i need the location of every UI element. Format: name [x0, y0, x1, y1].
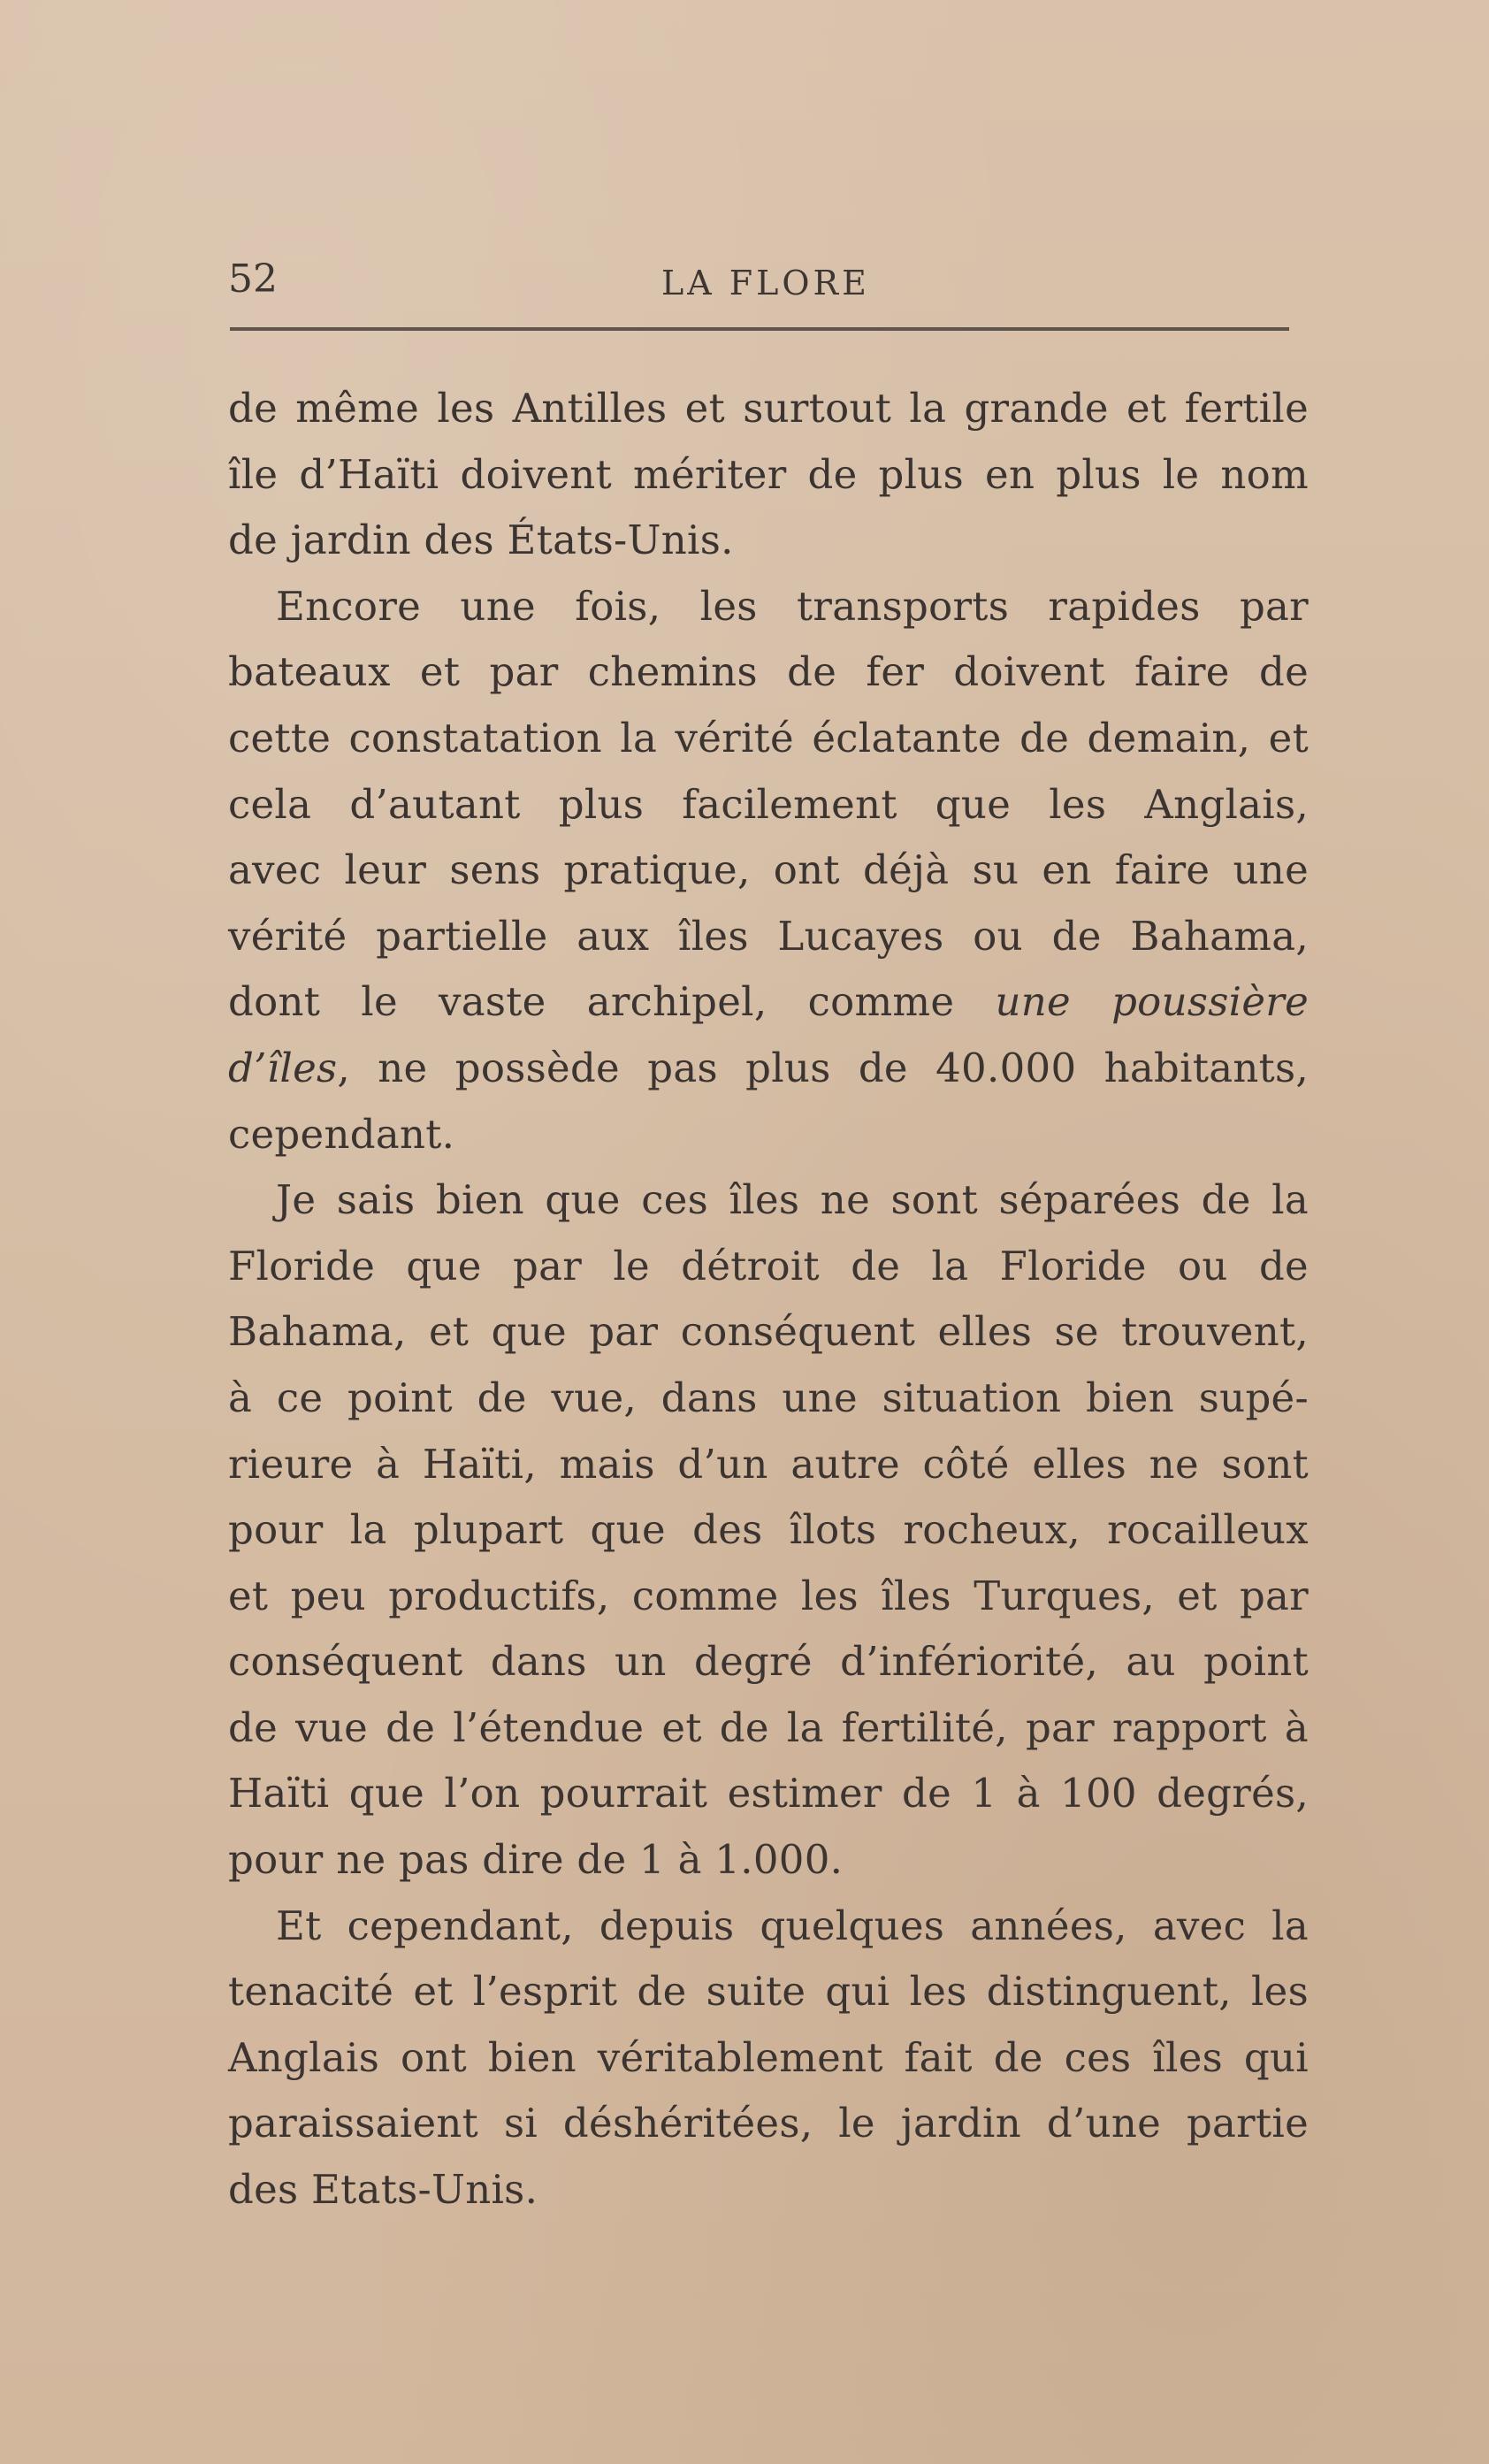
text-line: Haïti que l’on pourrait estimer de 1 à 100 degrés,: [228, 1770, 1309, 1817]
text-line: Floride que par le détroit de la Floride ou de: [228, 1242, 1309, 1289]
text-line: bateaux et par chemins de fer doivent faire de: [228, 648, 1309, 696]
text-line: Bahama, et que par conséquent elles se trouvent,: [228, 1308, 1309, 1356]
text-line: Je sais bien que ces îles ne sont séparées de la: [276, 1176, 1309, 1224]
italic-phrase: une poussière: [995, 978, 1309, 1026]
running-head: [228, 253, 1289, 315]
text-line: de vue de l’étendue et de la fertilité, par rapport à: [228, 1703, 1309, 1751]
text-line: de jardin des États-Unis.: [228, 517, 734, 564]
text-line: avec leur sens pratique, ont déjà su en faire une: [228, 846, 1309, 894]
italic-phrase: d’îles: [228, 1044, 338, 1091]
text-line: vérité partielle aux îles Lucayes ou de Bahama,: [228, 912, 1309, 960]
text-line: Et cependant, depuis quelques années, avec la: [276, 1902, 1309, 1949]
page-number: 52: [228, 256, 278, 302]
text-line: tenacité et l’esprit de suite qui les distinguent, les: [228, 1968, 1309, 2016]
header-rule: [230, 327, 1289, 331]
text-line: paraissaient si déshéritées, le jardin d’une partie: [228, 2100, 1309, 2147]
text-line: cela d’autant plus facilement que les Anglais,: [228, 780, 1309, 828]
text-line: à ce point de vue, dans une situation bien supé-: [228, 1374, 1309, 1421]
text-line: cependant.: [228, 1110, 455, 1158]
text-line: pour ne pas dire de 1 à 1.000.: [228, 1836, 844, 1884]
text-line: des Etats-Unis.: [228, 2166, 538, 2214]
text-line: conséquent dans un degré d’infériorité, au point: [228, 1638, 1309, 1686]
text-line: Encore une fois, les transports rapides par: [276, 582, 1309, 630]
text-segment: , ne possède pas plus de 40.000 habitants,: [337, 1044, 1309, 1091]
text-line: de même les Antilles et surtout la grande et fertile: [228, 385, 1309, 432]
text-line: cette constatation la vérité éclatante de demain, et: [228, 714, 1309, 761]
text-segment: dont le vaste archipel, comme: [228, 978, 996, 1026]
text-line: rieure à Haïti, mais d’un autre côté elles ne sont: [228, 1440, 1309, 1488]
text-line: pour la plupart que des îlots rocheux, rocailleux: [228, 1506, 1309, 1554]
text-line: et peu productifs, comme les îles Turques, et par: [228, 1572, 1309, 1619]
text-line: île d’Haïti doivent mériter de plus en plus le nom: [228, 450, 1309, 498]
body-text: [228, 376, 1309, 2223]
text-line: [228, 969, 1309, 1036]
text-line: Anglais ont bien véritablement fait de ces îles qui: [228, 2033, 1309, 2081]
running-title: LA FLORE: [661, 264, 870, 302]
text-line: [228, 1036, 1309, 1102]
